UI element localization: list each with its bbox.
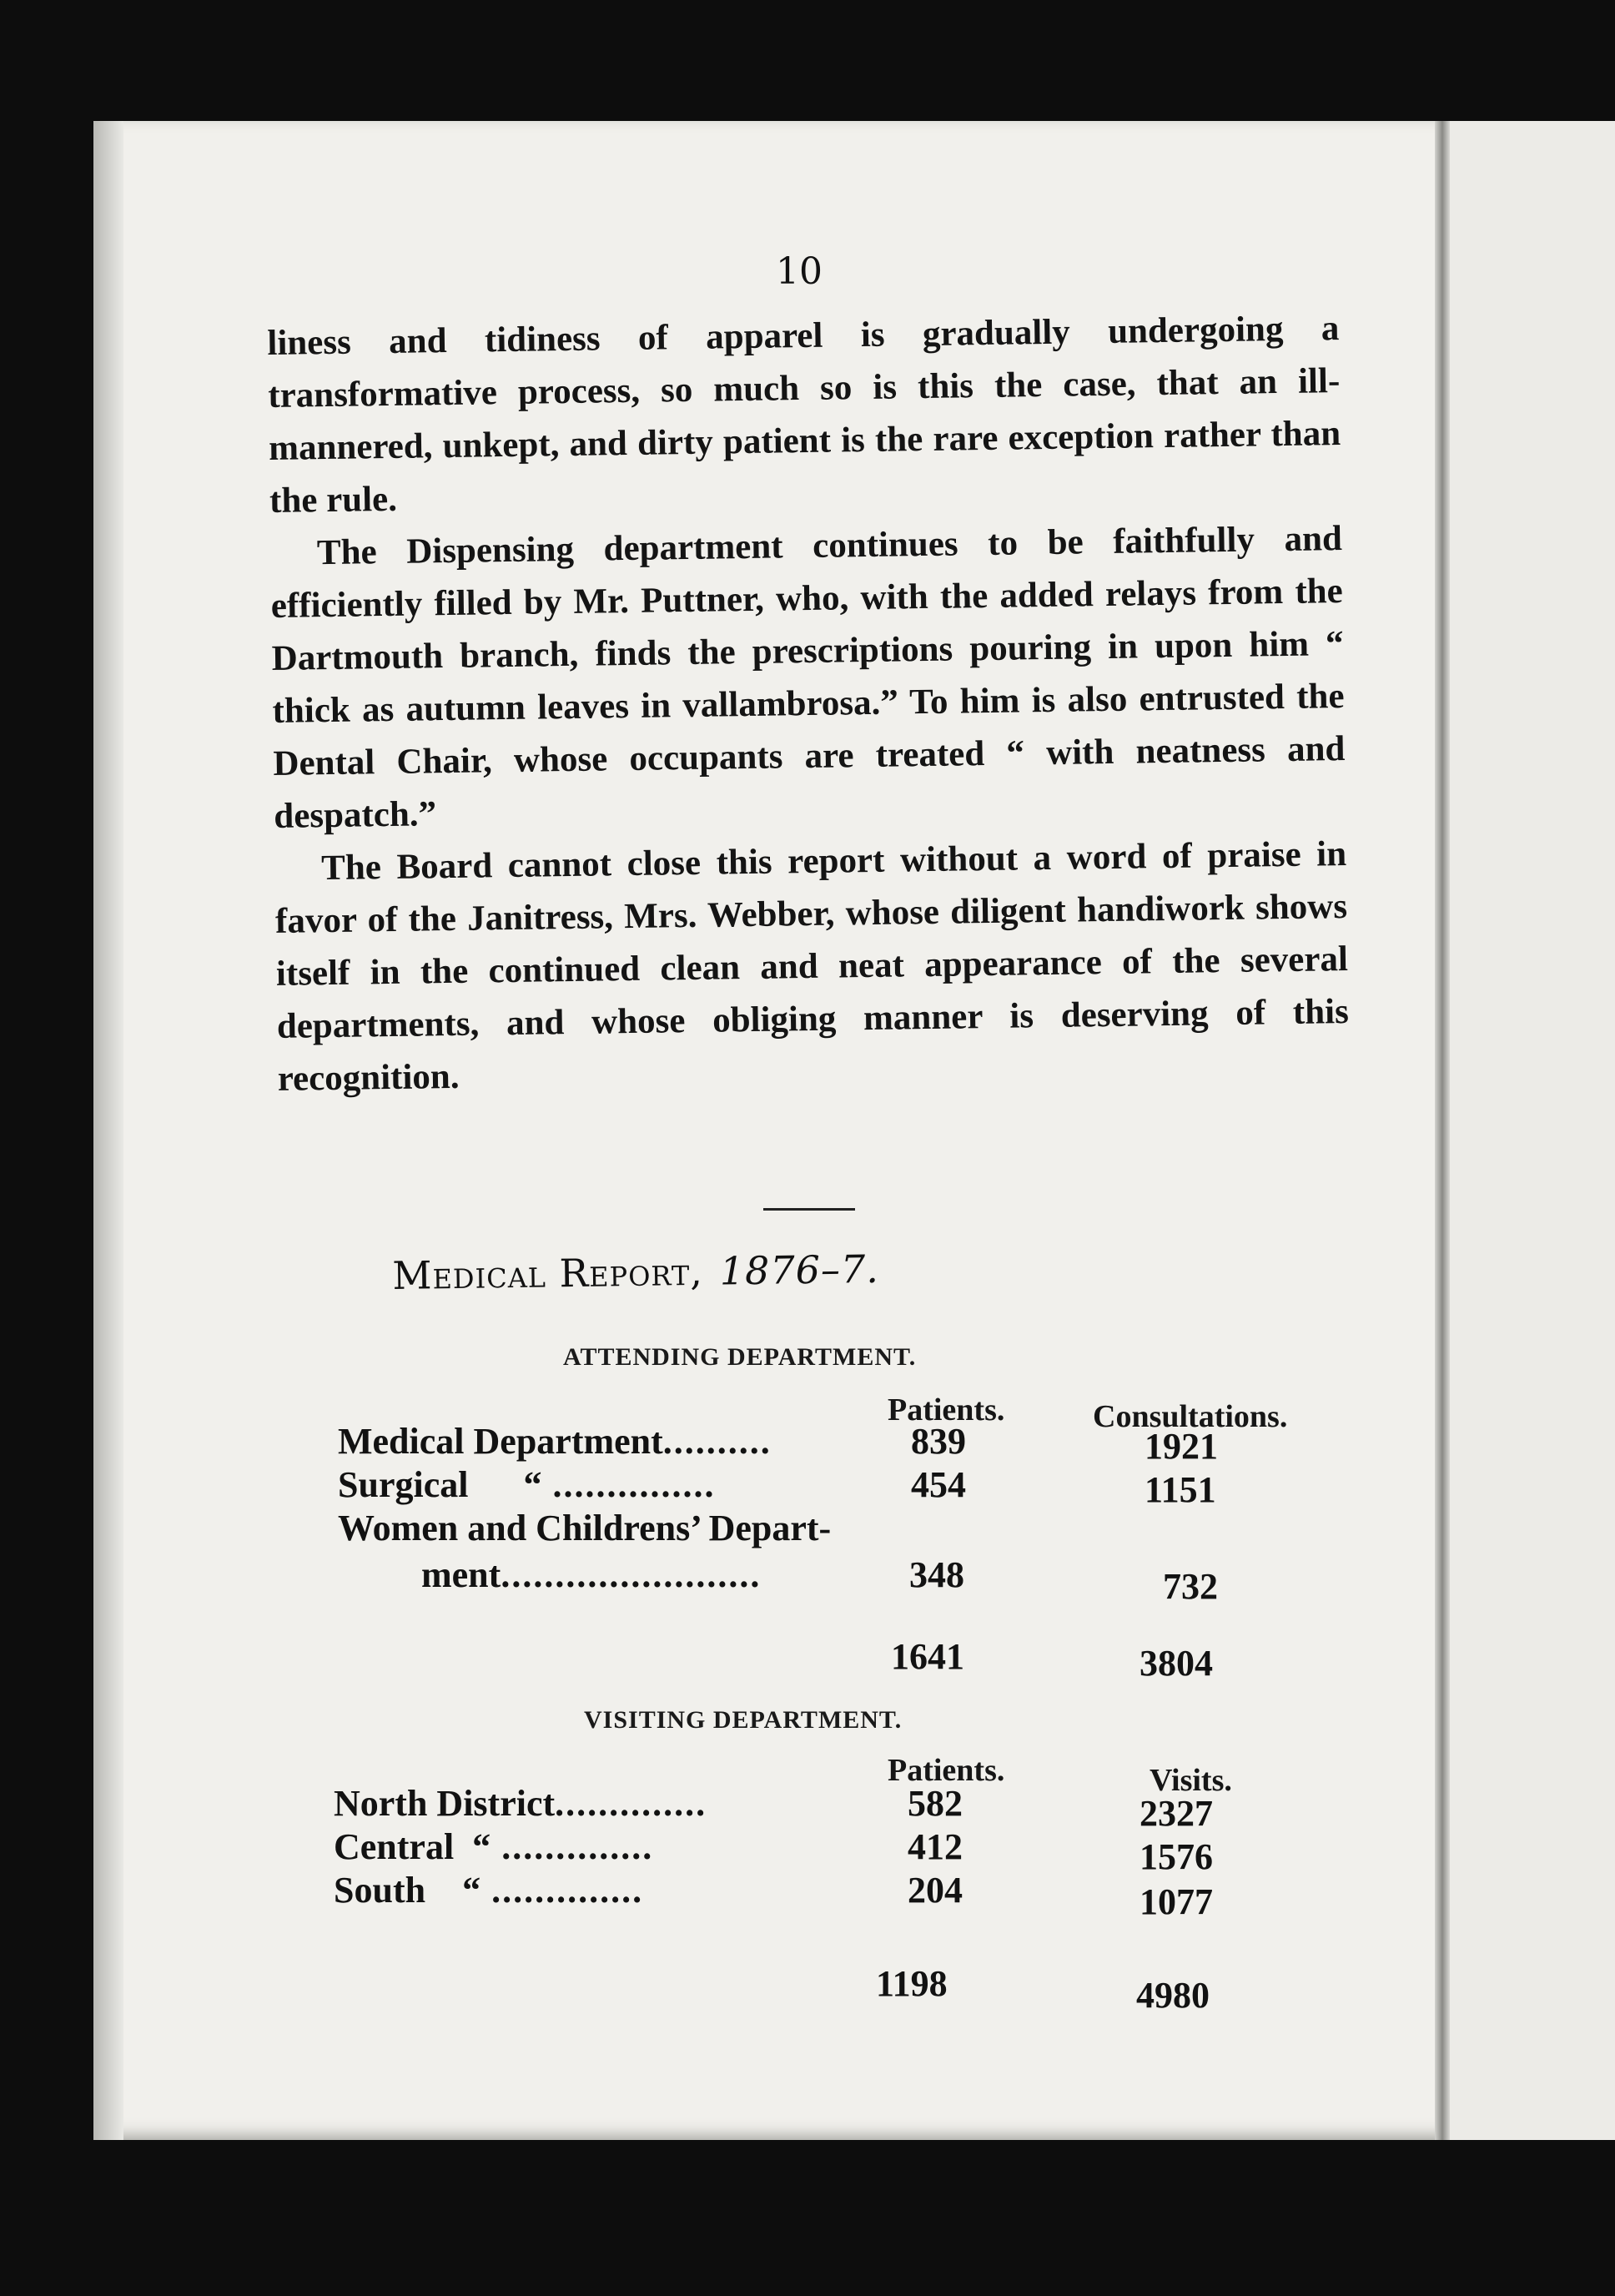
row-label: ment — [421, 1554, 501, 1595]
leader-dots: .............. — [480, 1870, 644, 1911]
leader-dots: ........................ — [501, 1554, 762, 1595]
visiting-row-north — [334, 1782, 707, 1825]
row-label: Central “ — [334, 1826, 491, 1867]
row-label: Medical Department — [338, 1421, 663, 1462]
leader-dots: .......... — [662, 1421, 772, 1462]
visiting-total-patients: 1198 — [876, 1963, 948, 2004]
visiting-south-patients: 204 — [908, 1870, 963, 1911]
row-label: South “ — [334, 1870, 481, 1911]
attending-total-consultations: 3804 — [1140, 1643, 1213, 1684]
facing-page — [1450, 121, 1615, 2140]
page-edge-shadow — [93, 121, 123, 2140]
attending-col-patients: Patients. — [888, 1392, 1005, 1427]
visiting-heading: VISITING DEPARTMENT. — [584, 1706, 903, 1734]
attending-surgical-patients: 454 — [911, 1464, 966, 1505]
attending-heading: ATTENDING DEPARTMENT. — [563, 1343, 917, 1371]
row-label: North District — [334, 1783, 556, 1824]
body-text — [267, 302, 1350, 1105]
report-title — [392, 1246, 879, 1298]
visiting-row-south — [334, 1869, 643, 1911]
leader-dots: .............. — [491, 1826, 654, 1867]
attending-row-women-children-cont — [421, 1553, 761, 1596]
report-year: 1876–7. — [719, 1246, 880, 1294]
attending-row-medical — [338, 1420, 772, 1463]
paragraph-2: The Dispensing department continues to be faithfully and efficiently filled by Mr. Puttner, who, with the added relays from the Dartmouth branch, finds the prescriptions pouring in upon him “ thick as autumn leaves in vallambrosa.” To him is also entrusted the Dental Chair, whose occupants are treated “ with neatness and despatch.” — [270, 519, 1346, 836]
attending-row-surgical — [338, 1463, 715, 1506]
report-title-text: Medical Report, — [392, 1248, 704, 1298]
visiting-col-patients: Patients. — [888, 1753, 1005, 1788]
attending-total-patients: 1641 — [891, 1636, 964, 1677]
leader-dots: ............... — [541, 1464, 716, 1505]
row-label: Surgical “ — [338, 1464, 542, 1505]
visiting-central-visits: 1576 — [1140, 1836, 1213, 1877]
paragraph-3: The Board cannot close this report without a word of praise in favor of the Janitress, Mrs. Webber, whose diligent handiwork shows itself in the continued clean and neat appearance of the several departments, and whose obliging manner is deserving of this recognition. — [274, 833, 1350, 1099]
attending-col-consultations: Consultations. — [1093, 1399, 1288, 1434]
leader-dots: .............. — [555, 1783, 707, 1824]
visiting-col-visits: Visits. — [1150, 1763, 1232, 1798]
visiting-north-patients: 582 — [908, 1783, 963, 1824]
visiting-row-central — [334, 1825, 653, 1868]
visiting-south-visits: 1077 — [1140, 1881, 1213, 1922]
attending-medical-consultations: 1921 — [1145, 1426, 1218, 1467]
visiting-total-visits: 4980 — [1136, 1975, 1210, 2016]
attending-row-women-children: Women and Childrens’ Depart- — [338, 1508, 832, 1548]
visiting-north-visits: 2327 — [1140, 1793, 1213, 1834]
attending-surgical-consultations: 1151 — [1145, 1469, 1216, 1510]
book-gutter — [1435, 121, 1450, 2140]
attending-women-patients: 348 — [909, 1554, 964, 1595]
paragraph-1: liness and tidiness of apparel is gradually undergoing a transformative process, so much so is this the case, that an ill-mannered, unkept, and dirty patient is the rare exception rather than the rule. — [267, 309, 1341, 521]
attending-medical-patients: 839 — [911, 1421, 966, 1462]
visiting-central-patients: 412 — [908, 1826, 963, 1867]
attending-women-consultations: 732 — [1163, 1566, 1218, 1607]
page-number: 10 — [776, 250, 823, 293]
section-divider — [763, 1208, 855, 1211]
